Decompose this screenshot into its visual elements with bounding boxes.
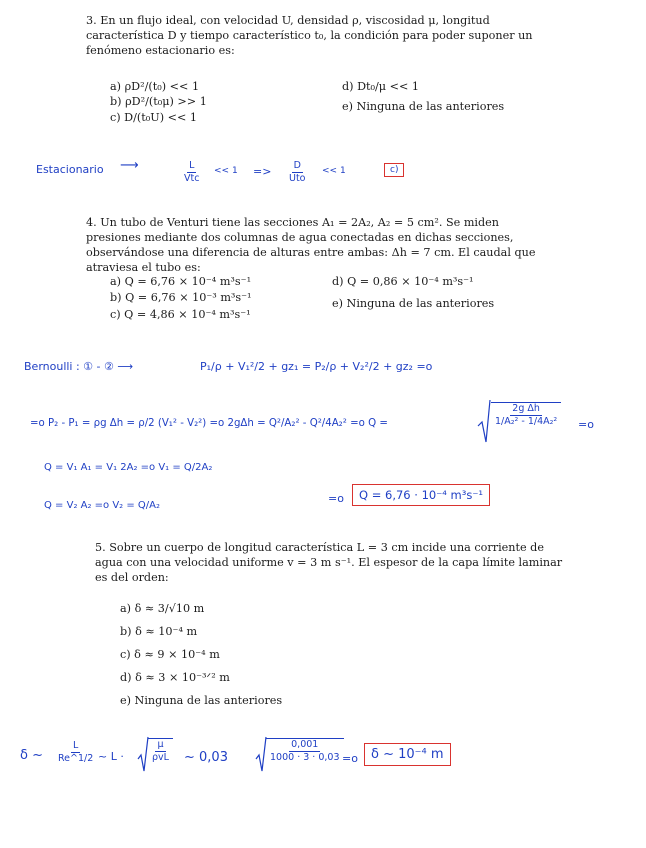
q4-option-b: b) Q = 6,76 × 10⁻³ m³s⁻¹	[110, 291, 252, 304]
q3-option-e: e) Ninguna de las anteriores	[342, 100, 505, 113]
q3-hw-ll1: << 1	[214, 166, 238, 176]
q4-option-d: d) Q = 0,86 × 10⁻⁴ m³s⁻¹	[332, 275, 474, 288]
q5-hw-approx: ~ 0,03	[184, 750, 228, 765]
q5-hw-sq2-num: 0,001	[291, 739, 319, 750]
q5-hw-sq1-num: μ	[157, 739, 164, 750]
q4-option-a: a) Q = 6,76 × 10⁻⁴ m³s⁻¹	[110, 275, 252, 288]
q5-number: 5.	[95, 541, 106, 554]
q3-hw-fraction-2	[285, 160, 310, 185]
q5-hw-f-den: Re^1/2	[58, 753, 94, 764]
q4-hw-sqrt-sign	[478, 400, 490, 444]
q3-option-a: a) ρD²/(t₀) << 1	[110, 80, 200, 93]
q5-option-e: e) Ninguna de las anteriores	[120, 694, 283, 707]
q5-statement	[95, 540, 565, 585]
q5-option-b: b) δ ≈ 10⁻⁴ m	[120, 625, 198, 638]
q4-option-c: c) Q = 4,86 × 10⁻⁴ m³s⁻¹	[110, 308, 251, 321]
q3-number: 3.	[86, 14, 97, 27]
q5-hw-fraction	[54, 740, 97, 765]
q3-hw-implies: =>	[253, 165, 272, 178]
q4-text: Un tubo de Venturi tiene las secciones A₁ = 2A₂, A₂ = 5 cm². Se miden presiones mediante dos columnas de agua conectadas en dichas secciones, observándose una diferencia de alturas entre ambas: Δh = 7 cm. El caudal que atraviesa el tubo es:	[86, 216, 536, 274]
q5-hw-eq: =o	[342, 752, 358, 765]
q3-option-c: c) D/(t₀U) << 1	[110, 111, 198, 124]
q5-hw-sq1-den: ρvL	[152, 752, 169, 763]
q3-hw-f2-num: D	[293, 160, 301, 171]
q4-hw-line3: Q = V₁ A₁ = V₁ 2A₂ =o V₁ = Q/2A₂	[44, 462, 213, 473]
q4-hw-sqrt-num: 2g Δh	[512, 403, 540, 414]
q4-number: 4.	[86, 216, 97, 229]
q5-text: Sobre un cuerpo de longitud característica L = 3 cm incide una corriente de agua con una velocidad uniforme v = 3 m s⁻¹. El espesor de la capa límite laminar es del orden:	[95, 541, 563, 584]
q3-hw-fraction-1	[180, 160, 203, 185]
q3-option-b: b) ρD²/(t₀μ) >> 1	[110, 95, 207, 108]
q5-hw-sqrt-content-1	[148, 738, 173, 764]
q4-statement	[86, 215, 556, 275]
q3-hw-f2-den: Uto	[289, 173, 306, 184]
q5-hw-sqrt-content-2	[266, 738, 344, 764]
q3-statement	[86, 13, 556, 58]
q4-hw-sqrt-content	[491, 402, 561, 428]
q4-option-e: e) Ninguna de las anteriores	[332, 297, 495, 310]
q3-hw-ll2: << 1	[322, 166, 346, 176]
q3-hw-answer-box: c)	[384, 163, 404, 177]
q3-text: En un flujo ideal, con velocidad U, densidad ρ, viscosidad μ, longitud característica D y tiempo característico t₀, la condición para poder suponer un fenómeno estacionario es:	[86, 14, 533, 57]
q3-hw-f1-den: Vtc	[184, 173, 200, 184]
q4-hw-bernoulli-eq: P₁/ρ + V₁²/2 + gz₁ = P₂/ρ + V₂²/2 + gz₂ =o	[200, 360, 433, 373]
q3-hw-f1-num: L	[189, 160, 195, 171]
q4-hw-result-box: Q = 6,76 · 10⁻⁴ m³s⁻¹	[352, 484, 490, 506]
q5-hw-sqrt-sign-1	[138, 737, 148, 773]
q5-hw-result-box: δ ~ 10⁻⁴ m	[364, 743, 451, 766]
q4-hw-line4: Q = V₂ A₂ =o V₂ = Q/A₂	[44, 500, 161, 511]
q4-hw-sqrt-den: 1/A₂² - 1/4A₂²	[495, 416, 558, 427]
q5-hw-mid: ~ L ·	[98, 750, 124, 763]
q4-hw-bernoulli: Bernoulli : ① - ② ⟶	[24, 360, 134, 373]
q5-hw-sqrt-sign-2	[256, 737, 266, 773]
q5-hw-delta: δ ~	[20, 748, 43, 763]
q3-hw-label: Estacionario	[36, 163, 104, 176]
q3-option-d: d) Dt₀/μ << 1	[342, 80, 420, 93]
q5-option-d: d) δ ≈ 3 × 10⁻³ᐟ² m	[120, 671, 230, 684]
q4-hw-line2: =o P₂ - P₁ = ρg Δh = ρ/2 (V₁² - V₂²) =o 2gΔh = Q²/A₂² - Q²/4A₂² =o Q =	[30, 418, 388, 429]
q4-hw-line2-end: =o	[578, 418, 594, 431]
q5-hw-f-num: L	[72, 740, 79, 751]
q5-hw-sq2-den: 1000 · 3 · 0,03	[270, 752, 340, 763]
q5-option-a: a) δ ≈ 3/√10 m	[120, 602, 205, 615]
q5-option-c: c) δ ≈ 9 × 10⁻⁴ m	[120, 648, 220, 661]
q4-hw-result-pre: =o	[328, 492, 344, 505]
q3-hw-arrow: ⟶	[120, 158, 139, 173]
